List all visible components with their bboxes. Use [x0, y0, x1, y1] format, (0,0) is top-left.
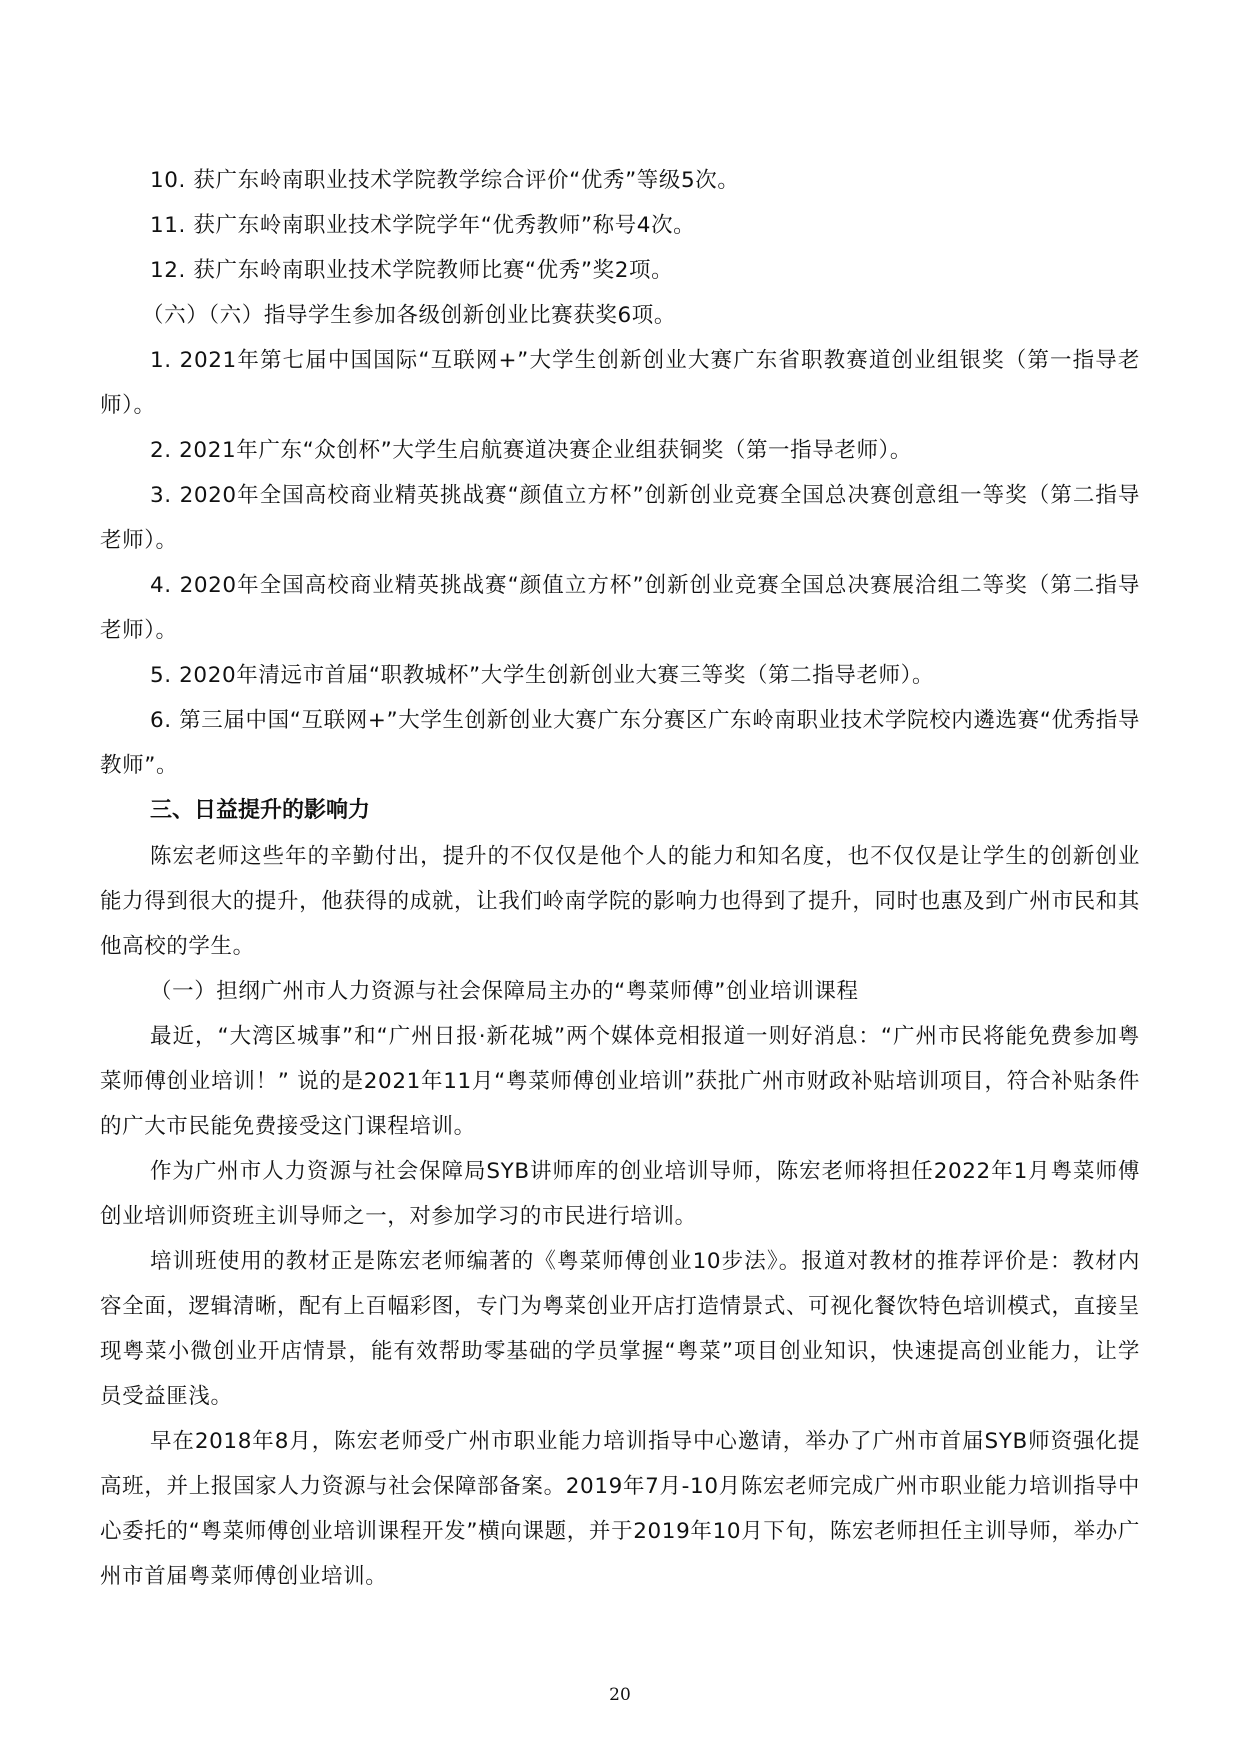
news-paragraph: 最近，“大湾区城事”和“广州日报·新花城”两个媒体竞相报道一则好消息：“广州市民将能免费参加粤菜师傅创业培训！” 说的是2021年11月“粤菜师傅创业培训”获批广州市财政补贴培训项目，符合补贴条件的广大市民能免费接受这门课程培训。 — [100, 1024, 1140, 1139]
competition-item-6: 6. 第三届中国“互联网+”大学生创新创业大赛广东分赛区广东岭南职业技术学院校内遴选赛“优秀指导教师”。 — [100, 708, 1140, 778]
competition-item-4: 4. 2020年全国高校商业精英挑战赛“颜值立方杯”创新创业竞赛全国总决赛展洽组二等奖（第二指导老师）。 — [100, 573, 1140, 643]
page-number: 20 — [609, 1685, 631, 1705]
competition-item-2: 2. 2021年广东“众创杯”大学生启航赛道决赛企业组获铜奖（第一指导老师）。 — [150, 438, 912, 463]
section-heading: 三、日益提升的影响力 — [150, 798, 371, 823]
competition-item-5: 5. 2020年清远市首届“职教城杯”大学生创新创业大赛三等奖（第二指导老师）。 — [150, 663, 935, 688]
competition-item-1: 1. 2021年第七届中国国际“互联网+”大学生创新创业大赛广东省职教赛道创业组银奖（第一指导老师）。 — [100, 348, 1140, 418]
competition-item-3: 3. 2020年全国高校商业精英挑战赛“颜值立方杯”创新创业竞赛全国总决赛创意组一等奖（第二指导老师）。 — [100, 483, 1140, 553]
subsection-title-1: （一）担纲广州市人力资源与社会保障局主办的“粤菜师傅”创业培训课程 — [150, 979, 859, 1004]
influence-intro-paragraph: 陈宏老师这些年的辛勤付出，提升的不仅仅是他个人的能力和知名度，也不仅仅是让学生的创新创业能力得到很大的提升，他获得的成就，让我们岭南学院的影响力也得到了提升，同时也惠及到广州市民和其他高校的学生。 — [100, 844, 1140, 959]
trainer-paragraph: 作为广州市人力资源与社会保障局SYB讲师库的创业培训导师，陈宏老师将担任2022年1月粤菜师傅创业培训师资班主训导师之一，对参加学习的市民进行培训。 — [100, 1159, 1140, 1229]
history-paragraph: 早在2018年8月，陈宏老师受广州市职业能力培训指导中心邀请，举办了广州市首届SYB师资强化提高班，并上报国家人力资源与社会保障部备案。2019年7月-10月陈宏老师完成广州市职业能力培训指导中心委托的“粤菜师傅创业培训课程开发”横向课题，并于2019年10月下旬，陈宏老师担任主训导师，举办广州市首届粤菜师傅创业培训。 — [100, 1429, 1140, 1589]
textbook-paragraph: 培训班使用的教材正是陈宏老师编著的《粤菜师傅创业10步法》。报道对教材的推荐评价是：教材内容全面，逻辑清晰，配有上百幅彩图，专门为粤菜创业开店打造情景式、可视化餐饮特色培训模式，直接呈现粤菜小微创业开店情景，能有效帮助零基础的学员掌握“粤菜”项目创业知识，快速提高创业能力，让学员受益匪浅。 — [100, 1249, 1140, 1409]
award-item-10: 10. 获广东岭南职业技术学院教学综合评价“优秀”等级5次。 — [150, 168, 740, 193]
award-item-11: 11. 获广东岭南职业技术学院学年“优秀教师”称号4次。 — [150, 213, 696, 238]
subsection-title-6: （六）（六）指导学生参加各级创新创业比赛获奖6项。 — [142, 303, 676, 328]
award-item-12: 12. 获广东岭南职业技术学院教师比赛“优秀”奖2项。 — [150, 258, 674, 283]
document-body — [100, 158, 1140, 1599]
